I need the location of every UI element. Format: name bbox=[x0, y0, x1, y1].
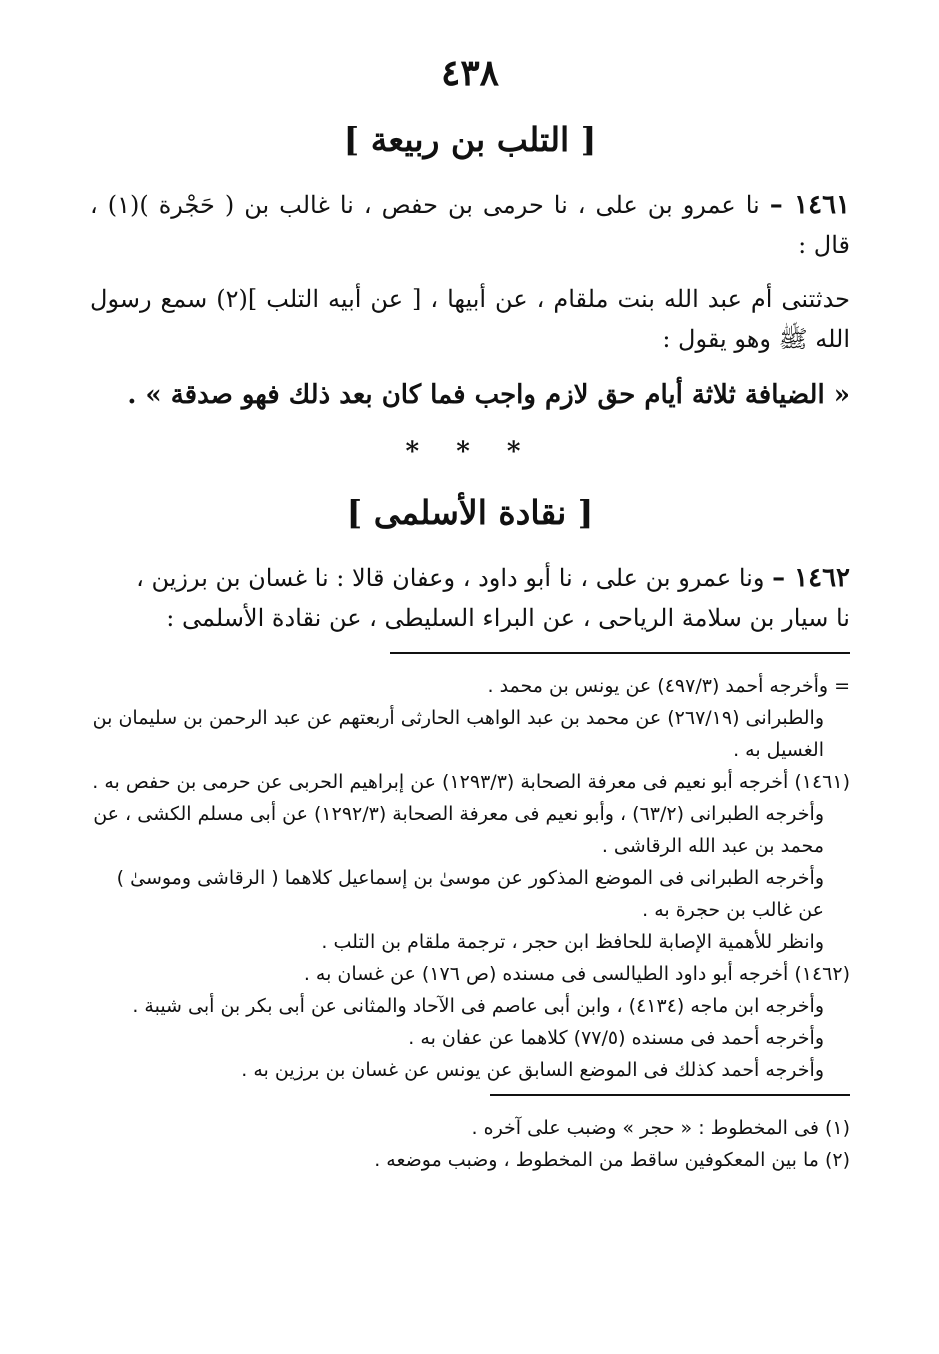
hadith-number-1461: ١٤٦١ – bbox=[769, 190, 850, 220]
section-title-2: [ نقادة الأسلمى ] bbox=[346, 493, 594, 532]
note-line: وانظر للأهمية الإصابة للحافظ ابن حجر ، ترجمة ملقام بن التلب . bbox=[321, 931, 824, 953]
note-line: وأخرجه أحمد فى مسنده (٧٧/٥) كلاهما عن عفان به . bbox=[408, 1027, 824, 1049]
footnotes bbox=[90, 1112, 850, 1176]
section-title-1: [ التلب بن ربيعة ] bbox=[343, 120, 597, 159]
section-separator: * * * bbox=[405, 437, 535, 467]
hadith-number-1462: ١٤٦٢ – bbox=[772, 563, 850, 593]
note-line: (١٤٦١) أخرجه أبو نعيم فى معرفة الصحابة (١٢٩٣/٣) عن إبراهيم الحربى عن حرمى بن حفص به . bbox=[92, 771, 850, 793]
footnote-1: (١) فى المخطوط : « حجر » وضبب على آخره . bbox=[471, 1117, 850, 1139]
hadith-1461-chain-line1: نا عمرو بن على ، نا حرمى بن حفص ، نا غالب بن ( حَجْرة )(١) ، قال : bbox=[90, 191, 850, 259]
note-line: والطبرانى (٢٦٧/١٩) عن محمد بن عبد الواهب الحارثى أربعتهم عن عبد الرحمن بن سليمان بن الغسيل به . bbox=[92, 707, 824, 761]
note-line: وأخرجه الطبرانى (٦٣/٢) ، وأبو نعيم فى معرفة الصحابة (١٢٩٢/٣) عن أبى مسلم الكشى ، عن محمد بن عبد الله الرقاشى . bbox=[93, 803, 824, 857]
footnote-2: (٢) ما بين المعكوفين ساقط من المخطوط ، وضبب موضعه . bbox=[374, 1149, 850, 1171]
footnotes-divider bbox=[490, 1094, 850, 1096]
notes-divider bbox=[390, 652, 850, 654]
hadith-1462-chain-2: نا سيار بن سلامة الرياحى ، عن البراء السليطى ، عن نقادة الأسلمى : bbox=[166, 604, 850, 632]
note-line: = وأخرجه أحمد (٤٩٧/٣) عن يونس بن محمد . bbox=[487, 675, 850, 697]
hadith-1461-chain-2: حدثتنى أم عبد الله بنت ملقام ، عن أبيها ، [ عن أبيه التلب ](٢) سمع رسول الله ﷺ وهو يقول : bbox=[90, 285, 850, 353]
hadith-1462-chain bbox=[90, 558, 850, 598]
note-line: وأخرجه ابن ماجه (٤١٣٤) ، وابن أبى عاصم فى الآحاد والمثانى عن أبى بكر بن أبى شيبة . bbox=[132, 995, 824, 1017]
note-line: (١٤٦٢) أخرجه أبو داود الطيالسى فى مسنده (ص ١٧٦) عن غسان به . bbox=[303, 963, 850, 985]
hadith-1462-chain-line1: ونا عمرو بن على ، نا أبو داود ، وعفان قالا : نا غسان بن برزين ، bbox=[136, 564, 765, 592]
book-page bbox=[90, 40, 850, 1176]
hadith-1461-text: « الضيافة ثلاثة أيام حق لازم واجب فما كان بعد ذلك فهو صدقة » . bbox=[127, 380, 850, 410]
note-line: وأخرجه أحمد كذلك فى الموضع السابق عن يونس عن غسان بن برزين به . bbox=[241, 1059, 824, 1081]
note-line: وأخرجه الطبرانى فى الموضع المذكور عن موسىٰ بن إسماعيل كلاهما ( الرقاشى وموسىٰ ) عن غالب بن حجرة به . bbox=[116, 867, 824, 921]
hadith-1461-chain bbox=[90, 185, 850, 265]
page-number: ٤٣٨ bbox=[440, 52, 499, 94]
takhrij-notes bbox=[90, 670, 850, 1086]
